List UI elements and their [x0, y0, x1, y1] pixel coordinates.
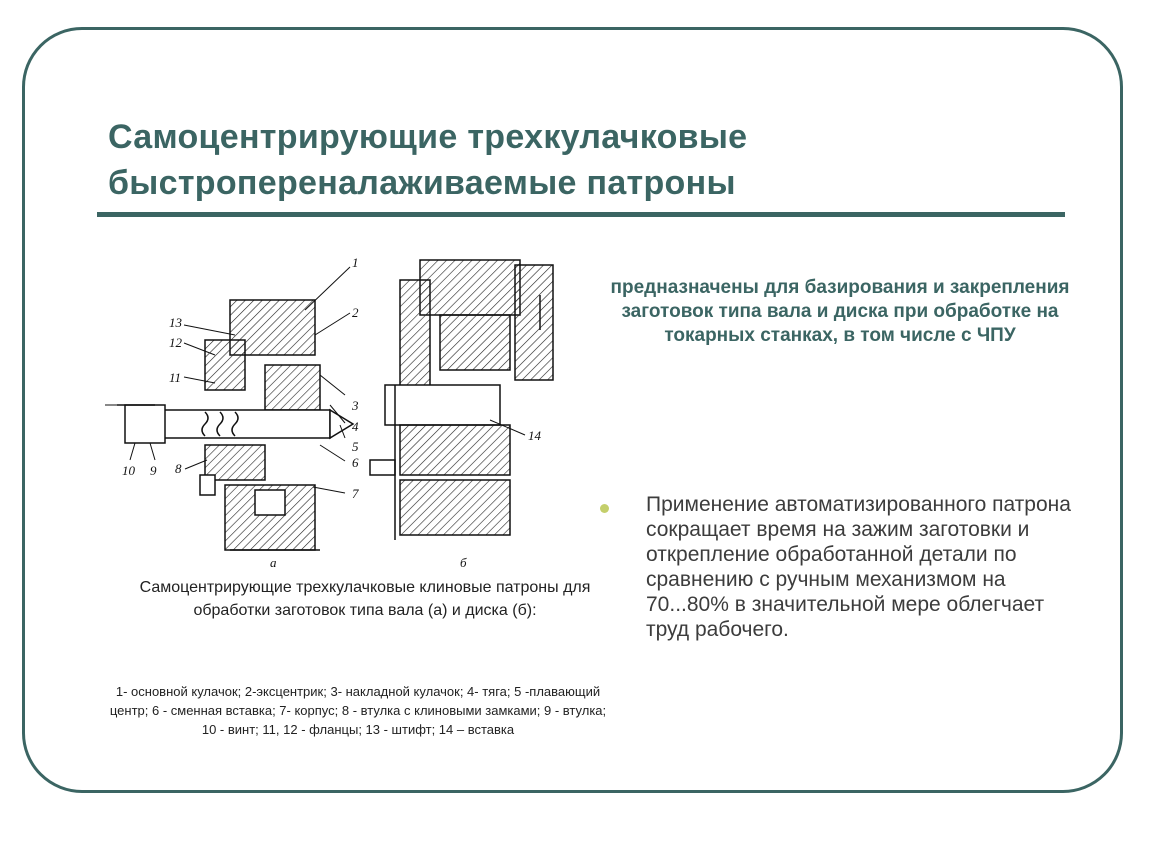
callout-13: 13	[169, 315, 182, 330]
slide-title: Самоцентрирующие трехкулачковые быстропереналаживаемые патроны	[108, 118, 748, 202]
callout-4: 4	[352, 419, 359, 434]
bullet-dot-icon	[600, 504, 609, 513]
callout-7: 7	[352, 486, 359, 501]
callout-6: 6	[352, 455, 359, 470]
sub-label-b: б	[460, 555, 467, 570]
callout-2: 2	[352, 305, 359, 320]
sub-label-a: а	[270, 555, 277, 570]
figure-legend: 1- основной кулачок; 2-эксцентрик; 3- накладной кулачок; 4- тяга; 5 -плавающий центр; 6 - сменная вставка; 7- корпус; 8 - втулка с клиновыми замками; 9 - втулка; 10 - винт; 11, 12 - фланцы; 13 - штифт; 14 – вставка	[109, 684, 607, 737]
callout-12: 12	[169, 335, 182, 350]
title-underline	[97, 212, 1065, 217]
drawing-b	[370, 260, 553, 540]
callout-8: 8	[175, 461, 182, 476]
bullet-text: Применение автоматизированного патрона сокращает время на зажим заготовки и открепление обработанной детали по сравнению с ручным механизмом на 70...80% в значительной мере облегчает труд рабочего.	[646, 493, 1071, 641]
callout-11: 11	[169, 370, 182, 385]
chuck-technical-drawing	[95, 255, 575, 575]
callout-3: 3	[352, 398, 359, 413]
purpose-text: предназначены для базирования и закрепления заготовок типа вала и диска при обработке на токарных станках, в том числе с ЧПУ	[610, 277, 1070, 346]
callout-9: 9	[150, 463, 157, 478]
callout-14: 14	[528, 428, 541, 443]
callout-1: 1	[352, 255, 359, 270]
callout-10: 10	[122, 463, 135, 478]
figure-caption: Самоцентрирующие трехкулачковые клиновые патроны для обработки заготовок типа вала (а) и диска (б):	[139, 579, 591, 619]
callout-5: 5	[352, 439, 359, 454]
drawing-a	[117, 300, 353, 550]
